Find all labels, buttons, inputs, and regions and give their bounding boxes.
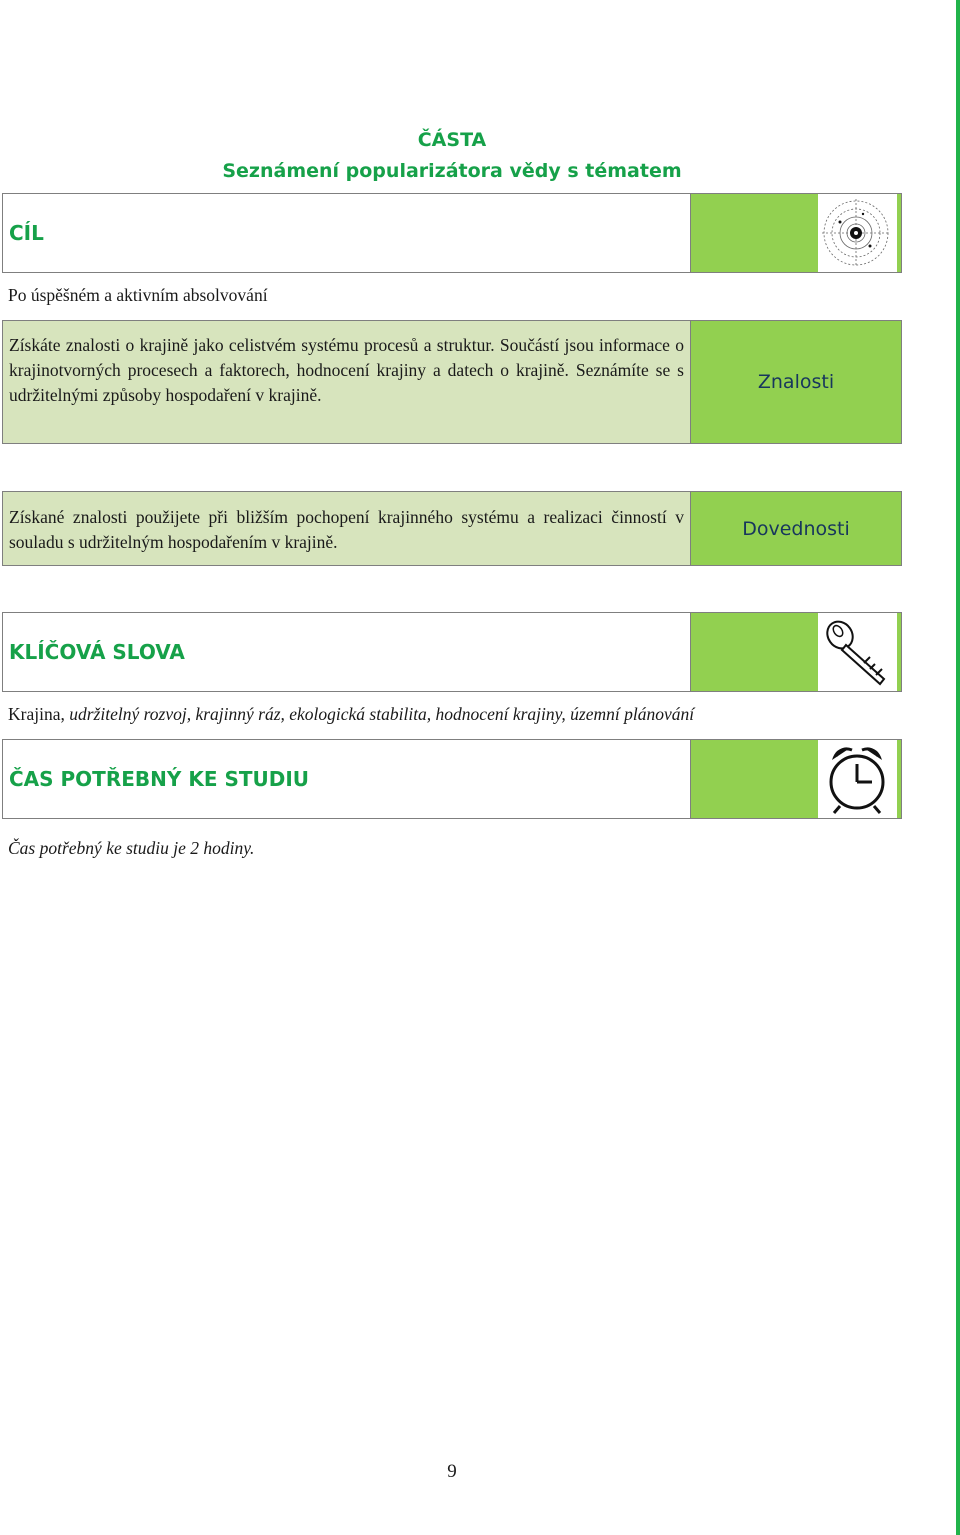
skills-box xyxy=(2,491,902,566)
alarm-clock-icon xyxy=(818,740,898,818)
keywords-line xyxy=(8,704,694,725)
study-time-title: ČAS POTŘEBNÝ KE STUDIU xyxy=(3,740,691,818)
knowledge-text: Získáte znalosti o krajině jako celistvém systému procesů a struktur. Součástí jsou informace o krajinotvorných procesech a faktorech, hodnocení krajiny a datech o krajině. Seznámíte se s udržitelnými způsoby hospodaření v krajině. xyxy=(3,321,691,443)
right-edge-bar xyxy=(956,0,960,1535)
chapter-label: ČÁSTA xyxy=(417,129,487,151)
skills-label: Dovednosti xyxy=(691,492,901,565)
goal-intro xyxy=(8,285,268,306)
study-time-picture xyxy=(818,740,901,818)
goal-title: CÍL xyxy=(3,194,691,272)
knowledge-box xyxy=(2,320,902,444)
knowledge-label: Znalosti xyxy=(691,321,901,443)
keywords-first: Krajina, xyxy=(8,704,65,724)
keywords-picture xyxy=(818,613,901,691)
target-icon xyxy=(818,194,898,272)
keywords-green-panel xyxy=(691,613,818,691)
study-time-header-box xyxy=(2,739,902,819)
keywords-rest: udržitelný rozvoj, krajinný ráz, ekologická stabilita, hodnocení krajiny, územní plánování xyxy=(64,704,695,724)
goal-picture xyxy=(818,194,901,272)
key-icon xyxy=(818,613,898,691)
keywords-title: KLÍČOVÁ SLOVA xyxy=(3,613,691,691)
chapter-title: Seznámení popularizátora vědy s tématem xyxy=(222,160,682,182)
page-number: 9 xyxy=(447,1461,457,1482)
goal-intro-text: Po úspěšném a aktivním absolvování xyxy=(8,285,268,305)
skills-text: Získané znalosti použijete při bližším pochopení krajinného systému a realizaci činností v souladu s udržitelným hospodařením v krajině. xyxy=(3,492,691,565)
keywords-header-box xyxy=(2,612,902,692)
goal-green-panel xyxy=(691,194,818,272)
study-time-green-panel xyxy=(691,740,818,818)
study-time-text: Čas potřebný ke studiu je 2 hodiny. xyxy=(8,838,255,858)
goal-header-box xyxy=(2,193,902,273)
